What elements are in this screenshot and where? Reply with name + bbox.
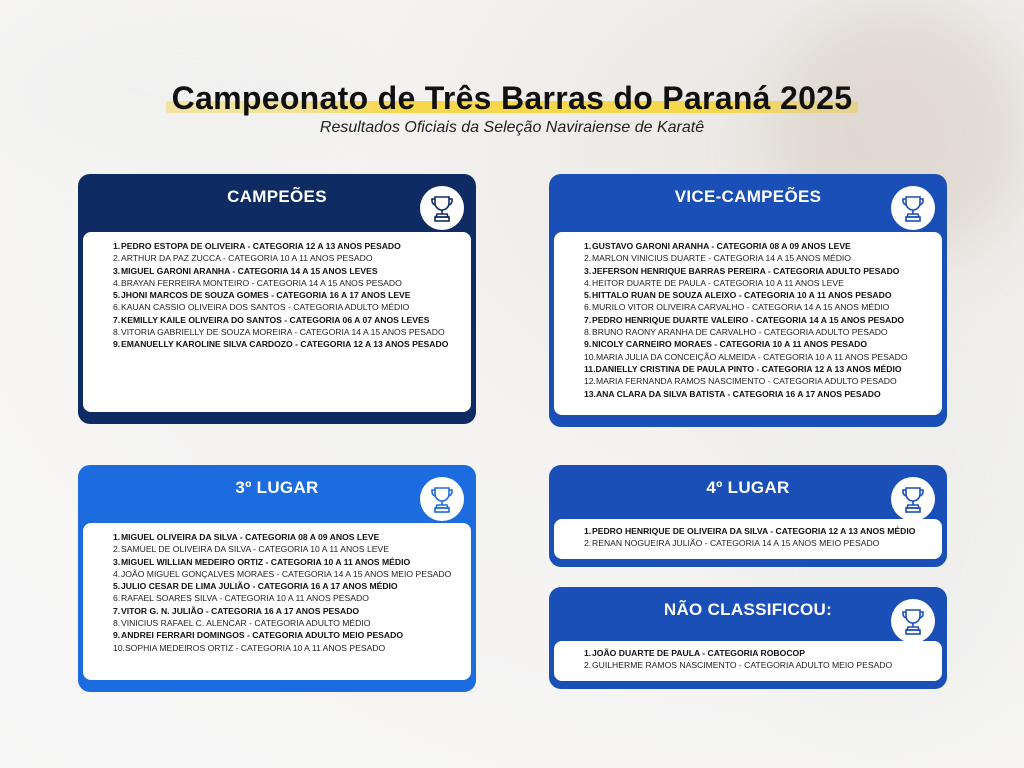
result-item [113, 265, 461, 277]
result-number: 6. [113, 302, 121, 313]
result-number: 1. [584, 526, 592, 536]
result-text: MARLON VINICIUS DUARTE - CATEGORIA 14 A 15 ANOS MÉDIO [592, 253, 851, 264]
result-item [584, 351, 932, 363]
result-number: 1. [584, 648, 592, 658]
result-number: 2. [113, 253, 121, 264]
trophy-icon [891, 186, 935, 230]
results-list [101, 531, 461, 654]
result-text: NICOLY CARNEIRO MORAES - CATEGORIA 10 A 11 ANOS PESADO [592, 339, 868, 350]
result-text: ANA CLARA DA SILVA BATISTA - CATEGORIA 16 A 17 ANOS PESADO [595, 388, 881, 399]
result-number: 7. [113, 605, 121, 616]
result-item [113, 531, 461, 543]
result-number: 10. [113, 642, 125, 653]
card-campeoes [78, 174, 476, 424]
result-text: RENAN NOGUEIRA JULIÃO - CATEGORIA 14 A 15 ANOS MEIO PESADO [592, 538, 880, 549]
result-text: BRUNO RAONY ARANHA DE CARVALHO - CATEGORIA ADULTO PESADO [592, 327, 888, 338]
result-number: 11. [584, 363, 596, 374]
result-item [113, 642, 461, 654]
result-item [113, 240, 461, 252]
result-item [113, 326, 461, 338]
result-number: 3. [113, 265, 121, 276]
result-text: MARIA JULIA DA CONCEIÇÃO ALMEIDA - CATEGORIA 10 A 11 ANOS PESADO [595, 351, 908, 362]
result-item [113, 301, 461, 313]
result-item [113, 617, 461, 629]
result-number: 5. [113, 581, 121, 592]
result-item [584, 314, 932, 326]
result-text: HEITOR DUARTE DE PAULA - CATEGORIA 10 A 11 ANOS LEVE [592, 277, 844, 288]
result-text: MIGUEL OLIVEIRA DA SILVA - CATEGORIA 08 A 09 ANOS LEVE [121, 532, 380, 542]
results-list-panel [83, 232, 471, 412]
result-number: 2. [113, 544, 121, 555]
result-number: 2. [584, 538, 592, 549]
result-item [113, 629, 461, 641]
result-item [584, 338, 932, 350]
result-text: JOÃO MIGUEL GONÇALVES MORAES - CATEGORIA 14 A 15 ANOS MEIO PESADO [121, 568, 452, 579]
result-item [113, 568, 461, 580]
result-item [113, 338, 461, 350]
result-item [584, 525, 932, 537]
result-item [584, 301, 932, 313]
trophy-icon [420, 477, 464, 521]
result-number: 8. [113, 618, 121, 629]
results-list-panel [554, 232, 942, 415]
page-header [0, 80, 1024, 137]
card-title: NÃO CLASSIFICOU: [663, 600, 833, 619]
card-quarto-lugar [549, 465, 947, 567]
result-number: 7. [584, 314, 592, 325]
card-title: 3º LUGAR [235, 478, 319, 497]
result-number: 1. [113, 532, 121, 542]
result-number: 9. [113, 339, 121, 350]
results-list [572, 525, 932, 550]
result-text: RAFAEL SOARES SILVA - CATEGORIA 10 A 11 ANOS PESADO [121, 593, 369, 604]
result-text: PEDRO HENRIQUE DE OLIVEIRA DA SILVA - CATEGORIA 12 A 13 ANOS MÉDIO [592, 526, 916, 536]
result-text: GUSTAVO GARONI ARANHA - CATEGORIA 08 A 09 ANOS LEVE [592, 241, 851, 251]
trophy-icon [420, 186, 464, 230]
result-item [113, 592, 461, 604]
page-subtitle: Resultados Oficiais da Seleção Naviraiense de Karatê [319, 119, 705, 136]
result-text: ANDREI FERRARI DOMINGOS - CATEGORIA ADULTO MEIO PESADO [121, 630, 404, 641]
result-number: 3. [113, 556, 121, 567]
result-text: BRAYAN FERREIRA MONTEIRO - CATEGORIA 14 A 15 ANOS PESADO [121, 277, 402, 288]
results-list-panel [554, 519, 942, 559]
result-number: 8. [584, 327, 592, 338]
result-number: 1. [113, 241, 121, 251]
card-vice-campeoes [549, 174, 947, 427]
results-list [572, 240, 932, 400]
result-text: JULIO CESAR DE LIMA JULIÃO - CATEGORIA 16 A 17 ANOS MÉDIO [121, 581, 398, 592]
result-item [584, 647, 932, 659]
result-number: 2. [584, 253, 592, 264]
result-item [113, 289, 461, 301]
result-text: MARIA FERNANDA RAMOS NASCIMENTO - CATEGORIA ADULTO PESADO [595, 376, 897, 387]
result-text: JEFERSON HENRIQUE BARRAS PEREIRA - CATEGORIA ADULTO PESADO [592, 265, 900, 276]
result-item [584, 326, 932, 338]
result-text: JOÃO DUARTE DE PAULA - CATEGORIA ROBOCOP [592, 648, 805, 658]
result-number: 2. [584, 660, 592, 671]
result-number: 9. [584, 339, 592, 350]
result-text: EMANUELLY KAROLINE SILVA CARDOZO - CATEGORIA 12 A 13 ANOS PESADO [121, 339, 449, 350]
result-item [584, 363, 932, 375]
result-item [584, 265, 932, 277]
result-item [584, 659, 932, 671]
result-item [113, 277, 461, 289]
result-number: 7. [113, 314, 121, 325]
trophy-icon [891, 477, 935, 521]
card-title: VICE-CAMPEÕES [674, 187, 822, 206]
result-number: 6. [113, 593, 121, 604]
result-text: MURILO VITOR OLIVEIRA CARVALHO - CATEGORIA 14 A 15 ANOS MÉDIO [592, 302, 890, 313]
result-number: 4. [113, 568, 121, 579]
result-number: 1. [584, 241, 592, 251]
result-item [113, 314, 461, 326]
result-item [113, 580, 461, 592]
card-nao-classificou [549, 587, 947, 689]
result-item [584, 252, 932, 264]
result-item [584, 375, 932, 387]
results-list-panel [554, 641, 942, 681]
result-item [584, 537, 932, 549]
result-item [584, 277, 932, 289]
result-text: VINICIUS RAFAEL C. ALENCAR - CATEGORIA ADULTO MÉDIO [121, 618, 371, 629]
result-number: 8. [113, 327, 121, 338]
result-item [113, 556, 461, 568]
result-number: 13. [584, 388, 596, 399]
result-text: PEDRO ESTOPA DE OLIVEIRA - CATEGORIA 12 A 13 ANOS PESADO [121, 241, 401, 251]
card-title: CAMPEÕES [227, 187, 327, 206]
result-item [584, 240, 932, 252]
result-item [584, 388, 932, 400]
result-text: SOPHIA MEDEIROS ORTIZ - CATEGORIA 10 A 11 ANOS PESADO [124, 642, 386, 653]
result-item [113, 543, 461, 555]
result-text: MIGUEL WILLIAN MEDEIRO ORTIZ - CATEGORIA 10 A 11 ANOS MÉDIO [121, 556, 411, 567]
result-text: ARTHUR DA PAZ ZUCCA - CATEGORIA 10 A 11 ANOS PESADO [121, 253, 373, 264]
card-title: 4º LUGAR [706, 478, 790, 497]
results-list [572, 647, 932, 672]
result-number: 4. [584, 277, 592, 288]
result-number: 4. [113, 277, 121, 288]
result-text: KEMILLY KAILE OLIVEIRA DO SANTOS - CATEGORIA 06 A 07 ANOS LEVES [121, 314, 430, 325]
result-text: VITOR G. N. JULIÃO - CATEGORIA 16 A 17 ANOS PESADO [121, 605, 360, 616]
result-text: MIGUEL GARONI ARANHA - CATEGORIA 14 A 15 ANOS LEVES [121, 265, 378, 276]
result-number: 9. [113, 630, 121, 641]
results-list-panel [83, 523, 471, 680]
result-text: SAMUEL DE OLIVEIRA DA SILVA - CATEGORIA 10 A 11 ANOS LEVE [121, 544, 389, 555]
page-title: Campeonato de Três Barras do Paraná 2025 [166, 80, 859, 117]
result-text: HITTALO RUAN DE SOUZA ALEIXO - CATEGORIA 10 A 11 ANOS PESADO [592, 290, 892, 301]
trophy-icon [891, 599, 935, 643]
result-number: 5. [584, 290, 592, 301]
result-item [584, 289, 932, 301]
result-number: 10. [584, 351, 596, 362]
result-number: 5. [113, 290, 121, 301]
result-text: DANIELLY CRISTINA DE PAULA PINTO - CATEGORIA 12 A 13 ANOS MÉDIO [595, 363, 902, 374]
result-item [113, 605, 461, 617]
result-item [113, 252, 461, 264]
result-text: VITORIA GABRIELLY DE SOUZA MOREIRA - CATEGORIA 14 A 15 ANOS PESADO [121, 327, 445, 338]
result-number: 12. [584, 376, 596, 387]
results-list [101, 240, 461, 351]
result-number: 3. [584, 265, 592, 276]
result-number: 6. [584, 302, 592, 313]
result-text: JHONI MARCOS DE SOUZA GOMES - CATEGORIA 16 A 17 ANOS LEVE [121, 290, 411, 301]
result-text: KAUAN CASSIO OLIVEIRA DOS SANTOS - CATEGORIA ADULTO MÉDIO [121, 302, 410, 313]
result-text: PEDRO HENRIQUE DUARTE VALEIRO - CATEGORIA 14 A 15 ANOS PESADO [592, 314, 905, 325]
result-text: GUILHERME RAMOS NASCIMENTO - CATEGORIA ADULTO MEIO PESADO [592, 660, 893, 671]
card-terceiro-lugar [78, 465, 476, 692]
